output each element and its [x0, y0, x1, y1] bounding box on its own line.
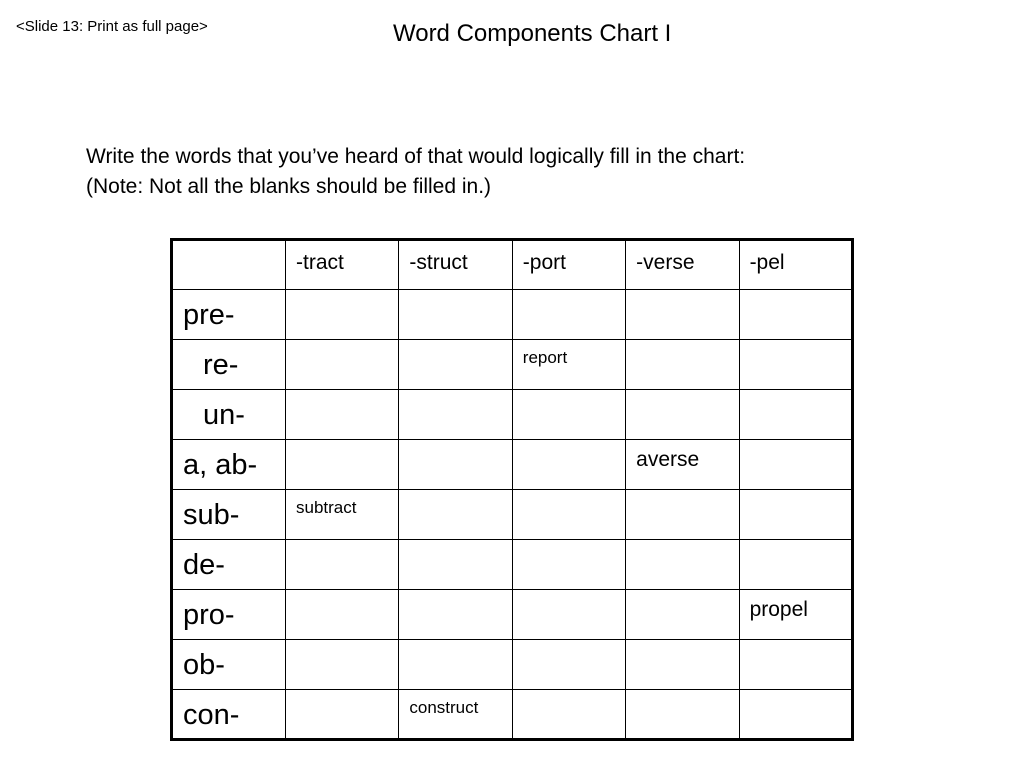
table-cell — [512, 490, 625, 540]
table-cell — [512, 440, 625, 490]
row-header-label: sub- — [183, 499, 240, 531]
table-corner-cell — [172, 240, 286, 290]
cell-word — [626, 340, 738, 348]
table-cell — [399, 590, 512, 640]
cell-word — [399, 340, 511, 348]
table-cell — [739, 290, 852, 340]
cell-word — [626, 390, 738, 398]
table-cell — [512, 540, 625, 590]
cell-word-subtract: subtract — [296, 498, 357, 517]
cell-word-construct: construct — [409, 698, 479, 717]
cell-word — [286, 290, 398, 298]
slide-note: <Slide 13: Print as full page> — [16, 18, 208, 35]
cell-word — [286, 440, 398, 448]
table-cell — [739, 340, 852, 390]
cell-word — [740, 390, 851, 398]
cell-word — [513, 690, 625, 698]
cell-word — [513, 640, 625, 648]
row-header-un — [172, 390, 286, 440]
column-header-label: -pel — [749, 251, 785, 274]
cell-word — [740, 490, 851, 498]
column-header-label: -port — [522, 251, 566, 274]
cell-word — [399, 490, 511, 498]
cell-word — [513, 590, 625, 598]
cell-word — [286, 540, 398, 548]
cell-word — [399, 540, 511, 548]
table-cell — [286, 640, 399, 690]
table-row — [172, 340, 853, 390]
table-cell — [739, 540, 852, 590]
table-cell — [399, 390, 512, 440]
row-header-ob — [172, 640, 286, 690]
table-cell — [626, 690, 739, 740]
table-cell — [399, 490, 512, 540]
table-cell — [512, 640, 625, 690]
table-cell — [399, 640, 512, 690]
table-row — [172, 390, 853, 440]
cell-word — [513, 290, 625, 298]
table-row — [172, 690, 853, 740]
page-title: Word Components Chart I — [393, 20, 672, 47]
cell-word — [513, 440, 625, 448]
row-header-label: pre- — [183, 299, 235, 331]
row-header-label: a, ab- — [183, 449, 258, 481]
table-cell — [286, 440, 399, 490]
table-cell — [739, 440, 852, 490]
table-cell — [512, 590, 625, 640]
cell-word — [740, 540, 851, 548]
table-row — [172, 540, 853, 590]
word-components-table — [170, 238, 854, 741]
table-cell — [286, 290, 399, 340]
column-header-label: -tract — [296, 251, 344, 274]
row-header-sub — [172, 490, 286, 540]
table-header-row — [172, 240, 853, 290]
table-row — [172, 640, 853, 690]
cell-word — [513, 540, 625, 548]
column-header-verse — [626, 240, 739, 290]
cell-word-averse: averse — [636, 448, 700, 471]
table-cell — [399, 690, 512, 740]
cell-word — [740, 340, 851, 348]
cell-word — [626, 490, 738, 498]
table-cell — [399, 340, 512, 390]
table-cell — [512, 340, 625, 390]
table-cell — [626, 540, 739, 590]
cell-word — [399, 390, 511, 398]
row-header-label: con- — [183, 699, 240, 731]
cell-word — [286, 390, 398, 398]
row-header-label: pro- — [183, 599, 235, 631]
column-header-pel — [739, 240, 852, 290]
table-cell — [739, 690, 852, 740]
cell-word-report: report — [522, 348, 568, 367]
instructions — [86, 142, 745, 202]
cell-word — [286, 590, 398, 598]
table-cell — [512, 390, 625, 440]
table-cell — [512, 690, 625, 740]
column-header-tract — [286, 240, 399, 290]
table-cell — [286, 590, 399, 640]
table-cell — [626, 640, 739, 690]
instructions-line-1: Write the words that you’ve heard of that would logically fill in the chart: — [86, 145, 746, 168]
cell-word — [626, 690, 738, 698]
row-header-pre — [172, 290, 286, 340]
cell-word — [740, 690, 851, 698]
cell-word — [513, 490, 625, 498]
table-cell — [286, 540, 399, 590]
table-cell — [399, 290, 512, 340]
cell-word — [626, 590, 738, 598]
table-cell — [286, 690, 399, 740]
cell-word — [399, 290, 511, 298]
cell-word-propel: propel — [749, 598, 808, 621]
table-cell — [286, 390, 399, 440]
table-cell — [626, 340, 739, 390]
cell-word — [286, 640, 398, 648]
row-header-label: ob- — [183, 649, 225, 681]
table-cell — [286, 490, 399, 540]
table-cell — [286, 340, 399, 390]
row-header-pro — [172, 590, 286, 640]
column-header-port — [512, 240, 625, 290]
table-cell — [739, 640, 852, 690]
row-header-re — [172, 340, 286, 390]
cell-word — [399, 590, 511, 598]
cell-word — [626, 290, 738, 298]
table-cell — [626, 590, 739, 640]
table-cell — [739, 490, 852, 540]
row-header-label: un- — [203, 399, 245, 431]
row-header-a-ab — [172, 440, 286, 490]
table-row — [172, 290, 853, 340]
cell-word — [286, 690, 398, 698]
table-cell — [512, 290, 625, 340]
table-cell — [626, 490, 739, 540]
cell-word — [626, 540, 738, 548]
row-header-con — [172, 690, 286, 740]
table-cell — [399, 440, 512, 490]
row-header-label: de- — [183, 549, 225, 581]
cell-word — [286, 340, 398, 348]
table-cell — [626, 390, 739, 440]
column-header-label: -struct — [409, 251, 468, 274]
row-header-label: re- — [203, 349, 239, 381]
cell-word — [740, 440, 851, 448]
cell-word — [626, 640, 738, 648]
table-cell — [739, 590, 852, 640]
table-row — [172, 490, 853, 540]
instructions-line-2: (Note: Not all the blanks should be filled in.) — [86, 175, 492, 198]
cell-word — [740, 640, 851, 648]
cell-word — [513, 390, 625, 398]
table-row — [172, 440, 853, 490]
cell-word — [399, 640, 511, 648]
row-header-de — [172, 540, 286, 590]
cell-word — [399, 440, 511, 448]
column-header-struct — [399, 240, 512, 290]
column-header-label: -verse — [636, 251, 695, 274]
table-cell — [739, 390, 852, 440]
table-cell — [626, 440, 739, 490]
cell-word — [740, 290, 851, 298]
table-row — [172, 590, 853, 640]
table-cell — [399, 540, 512, 590]
table-cell — [626, 290, 739, 340]
